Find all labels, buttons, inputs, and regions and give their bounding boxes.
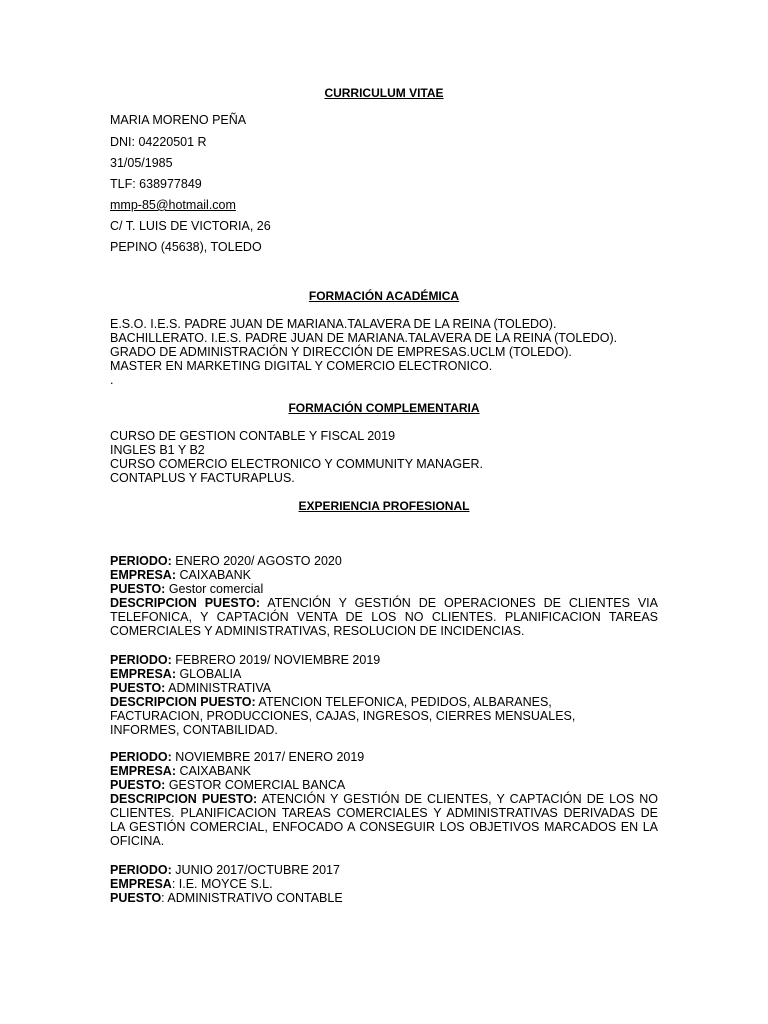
descripcion-label: DESCRIPCION PUESTO: xyxy=(110,596,261,610)
academic-item: GRADO DE ADMINISTRACIÓN Y DIRECCIÓN DE EMPRESAS.UCLM (TOLEDO). xyxy=(110,345,572,359)
job-empresa: : I.E. MOYCE S.L. xyxy=(171,877,273,891)
descripcion-label: DESCRIPCION PUESTO: xyxy=(110,792,258,806)
periodo-label: PERIODO: xyxy=(110,750,172,764)
puesto-label: PUESTO: xyxy=(110,582,166,596)
person-phone: TLF: 638977849 xyxy=(110,177,202,191)
section-heading-experience: EXPERIENCIA PROFESIONAL xyxy=(298,499,470,513)
job-puesto: GESTOR COMERCIAL BANCA xyxy=(165,778,346,792)
person-dni: DNI: 04220501 R xyxy=(110,135,207,149)
empresa-label: EMPRESA: xyxy=(110,764,176,778)
job-periodo: FEBRERO 2019/ NOVIEMBRE 2019 xyxy=(171,653,381,667)
puesto-label: PUESTO xyxy=(110,891,162,905)
puesto-label: PUESTO: xyxy=(110,681,166,695)
periodo-label: PERIODO: xyxy=(110,863,172,877)
job-descripcion: ATENCION TELEFONICA, PEDIDOS, ALBARANES, FACTURACION, PRODUCCIONES, CAJAS, INGRESOS, CIERRES MENSUALES, INFORMES, CONTABILIDAD. xyxy=(110,695,576,737)
person-address: C/ T. LUIS DE VICTORIA, 26 xyxy=(110,219,271,233)
job-descripcion: ATENCIÓN Y GESTIÓN DE OPERACIONES DE CLIENTES VIA TELEFONICA, Y CAPTACIÓN VENTA DE LOS NO CLIENTES. PLANIFICACION TAREAS COMERCIALES Y ADMINISTRATIVAS, RESOLUCION DE INCIDENCIAS. xyxy=(110,596,658,638)
descripcion-label: DESCRIPCION PUESTO: xyxy=(110,695,256,709)
person-name: MARIA MORENO PEÑA xyxy=(110,113,247,127)
job-periodo: ENERO 2020/ AGOSTO 2020 xyxy=(171,554,342,568)
complementary-item: INGLES B1 Y B2 xyxy=(110,443,205,457)
section-heading-complementary: FORMACIÓN COMPLEMENTARIA xyxy=(288,401,480,415)
academic-item: MASTER EN MARKETING DIGITAL Y COMERCIO ELECTRONICO. xyxy=(110,359,493,373)
person-birthdate: 31/05/1985 xyxy=(110,156,173,170)
job-entry xyxy=(110,554,658,638)
complementary-list xyxy=(110,429,483,485)
academic-list xyxy=(110,317,617,387)
job-entry xyxy=(110,863,343,905)
job-entry xyxy=(110,750,658,848)
complementary-item: CONTAPLUS Y FACTURAPLUS. xyxy=(110,471,295,485)
job-puesto: : ADMINISTRATIVO CONTABLE xyxy=(161,891,343,905)
complementary-item: CURSO COMERCIO ELECTRONICO Y COMMUNITY MANAGER. xyxy=(110,457,483,471)
job-periodo: JUNIO 2017/OCTUBRE 2017 xyxy=(171,863,340,877)
periodo-label: PERIODO: xyxy=(110,653,172,667)
job-descripcion: ATENCIÓN Y GESTIÓN DE CLIENTES, Y CAPTACIÓN DE LOS NO CLIENTES. PLANIFICACION TAREAS COMERCIALES Y ADMINISTRATIVAS DERIVADAS DE LA GESTIÓN COMERCIAL, ENFOCADO A CONSEGUIR LOS OBJETIVOS MARCADOS EN LA OFICINA. xyxy=(110,792,659,848)
section-heading-academic: FORMACIÓN ACADÉMICA xyxy=(308,289,460,303)
academic-item: E.S.O. I.E.S. PADRE JUAN DE MARIANA.TALAVERA DE LA REINA (TOLEDO). xyxy=(110,317,557,331)
empresa-label: EMPRESA: xyxy=(110,568,176,582)
document-title: CURRICULUM VITAE xyxy=(324,86,444,100)
academic-item: BACHILLERATO. I.E.S. PADRE JUAN DE MARIANA.TALAVERA DE LA REINA (TOLEDO). xyxy=(110,331,618,345)
job-periodo: NOVIEMBRE 2017/ ENERO 2019 xyxy=(171,750,365,764)
empresa-label: EMPRESA xyxy=(110,877,172,891)
periodo-label: PERIODO: xyxy=(110,554,172,568)
job-empresa: CAIXABANK xyxy=(175,568,252,582)
job-entry xyxy=(110,653,610,737)
job-empresa: GLOBALIA xyxy=(175,667,242,681)
person-city: PEPINO (45638), TOLEDO xyxy=(110,240,262,254)
puesto-label: PUESTO: xyxy=(110,778,166,792)
academic-item: . xyxy=(110,373,114,387)
job-empresa: CAIXABANK xyxy=(175,764,252,778)
job-puesto: Gestor comercial xyxy=(165,582,264,596)
job-puesto: ADMINISTRATIVA xyxy=(165,681,272,695)
email-link[interactable]: mmp-85@hotmail.com xyxy=(110,198,236,212)
empresa-label: EMPRESA: xyxy=(110,667,176,681)
complementary-item: CURSO DE GESTION CONTABLE Y FISCAL 2019 xyxy=(110,429,396,443)
